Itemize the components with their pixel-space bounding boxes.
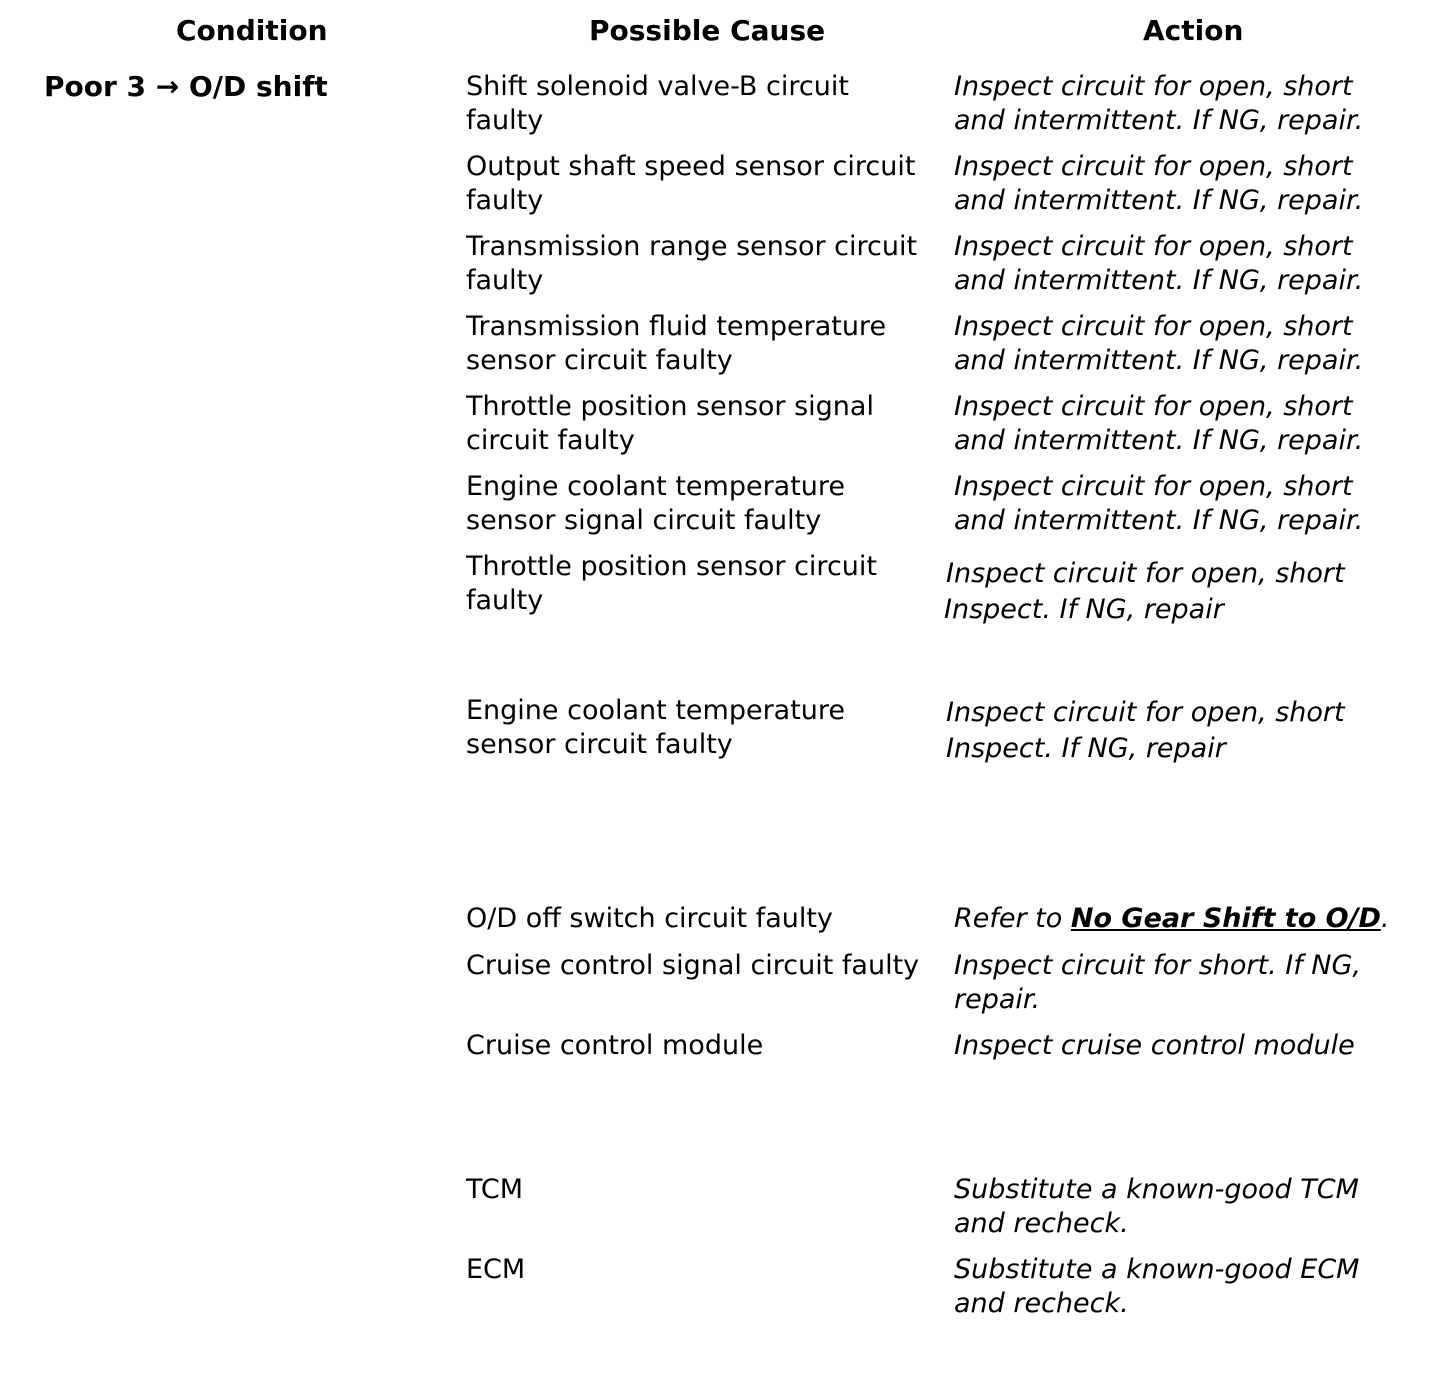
- cause-line: Transmission fluid temperature: [466, 311, 887, 342]
- action-od-off-switch: [954, 902, 1444, 936]
- cause-output-shaft-speed-sensor: [466, 150, 946, 217]
- cause-cruise-control-signal: [466, 949, 946, 983]
- cause-transmission-range-sensor: [466, 230, 946, 297]
- action-line: Inspect circuit for open, short: [946, 558, 1345, 589]
- cause-line: faulty: [466, 264, 544, 296]
- action-line: and recheck.: [954, 1287, 1129, 1319]
- cause-tcm: [466, 1173, 946, 1207]
- action-line: Inspect circuit for open, short: [954, 231, 1353, 262]
- cause-engine-coolant-circuit: [466, 694, 946, 761]
- cause-line: Throttle position sensor signal: [466, 391, 874, 422]
- action-line: Inspect circuit for open, short: [954, 391, 1353, 422]
- cause-line: O/D off switch circuit faulty: [466, 903, 833, 934]
- action-line: and intermittent. If NG, repair.: [954, 104, 1364, 136]
- action-cruise-control-module: [954, 1029, 1444, 1063]
- action-line: repair.: [954, 983, 1041, 1015]
- cause-line: sensor signal circuit faulty: [466, 504, 822, 536]
- action-line: and intermittent. If NG, repair.: [954, 264, 1364, 296]
- cause-line: circuit faulty: [466, 424, 635, 456]
- action-suffix: .: [1380, 903, 1390, 934]
- cause-line: Shift solenoid valve-B circuit: [466, 71, 849, 102]
- condition-label: Poor 3 → O/D shift: [44, 70, 328, 103]
- action-transmission-range-sensor: [954, 230, 1444, 297]
- cause-line: faulty: [466, 584, 544, 616]
- action-line: and intermittent. If NG, repair.: [954, 424, 1364, 456]
- cause-line: ECM: [466, 1254, 526, 1285]
- action-cruise-control-signal: [954, 949, 1444, 1016]
- action-line: Substitute a known-good TCM: [954, 1174, 1359, 1205]
- action-engine-coolant-circuit: [946, 695, 1436, 767]
- action-throttle-position-circuit: [946, 556, 1436, 628]
- header-condition: Condition: [176, 14, 328, 47]
- action-ecm: [954, 1253, 1444, 1320]
- cause-line: Transmission range sensor circuit: [466, 231, 918, 262]
- action-transmission-fluid-temp-sensor: [954, 310, 1444, 377]
- cause-line: Throttle position sensor circuit: [466, 551, 877, 582]
- action-prefix: Refer to: [954, 903, 1071, 934]
- action-line: Inspect circuit for open, short: [954, 311, 1353, 342]
- action-line: Substitute a known-good ECM: [954, 1254, 1360, 1285]
- no-gear-shift-od-link[interactable]: No Gear Shift to O/D: [1070, 903, 1381, 934]
- cause-line: faulty: [466, 184, 544, 216]
- cause-throttle-position-signal: [466, 390, 946, 457]
- action-line: and intermittent. If NG, repair.: [954, 344, 1364, 376]
- action-line: Inspect cruise control module: [954, 1030, 1355, 1061]
- cause-transmission-fluid-temp-sensor: [466, 310, 946, 377]
- cause-ecm: [466, 1253, 946, 1287]
- cause-line: Cruise control module: [466, 1030, 764, 1061]
- cause-line: Cruise control signal circuit faulty: [466, 950, 920, 981]
- cause-engine-coolant-signal: [466, 470, 946, 537]
- action-line: and intermittent. If NG, repair.: [954, 184, 1364, 216]
- header-possible-cause: Possible Cause: [589, 14, 826, 47]
- cause-line: Output shaft speed sensor circuit: [466, 151, 916, 182]
- cause-shift-solenoid-b: [466, 70, 946, 137]
- action-line: Inspect circuit for open, short: [954, 71, 1353, 102]
- cause-od-off-switch: [466, 902, 946, 936]
- action-line: and recheck.: [954, 1207, 1129, 1239]
- action-line: Inspect. If NG, repair: [944, 594, 1224, 625]
- action-throttle-position-signal: [954, 390, 1444, 457]
- cause-throttle-position-circuit: [466, 550, 946, 617]
- action-tcm: [954, 1173, 1444, 1240]
- cause-line: sensor circuit faulty: [466, 728, 733, 760]
- cause-line: sensor circuit faulty: [466, 344, 733, 376]
- cause-line: faulty: [466, 104, 544, 136]
- action-line: and intermittent. If NG, repair.: [954, 504, 1364, 536]
- cause-line: Engine coolant temperature: [466, 471, 846, 502]
- action-output-shaft-speed-sensor: [954, 150, 1444, 217]
- action-shift-solenoid-b: [954, 70, 1444, 137]
- action-line: Inspect. If NG, repair: [946, 733, 1226, 764]
- action-line: Inspect circuit for open, short: [946, 697, 1345, 728]
- cause-cruise-control-module: [466, 1029, 946, 1063]
- header-action: Action: [1143, 14, 1244, 47]
- action-engine-coolant-signal: [954, 470, 1444, 537]
- action-line: Inspect circuit for open, short: [954, 471, 1353, 502]
- action-line: Inspect circuit for open, short: [954, 151, 1353, 182]
- cause-line: Engine coolant temperature: [466, 695, 846, 726]
- cause-line: TCM: [466, 1174, 524, 1205]
- action-line: Inspect circuit for short. If NG,: [954, 950, 1361, 981]
